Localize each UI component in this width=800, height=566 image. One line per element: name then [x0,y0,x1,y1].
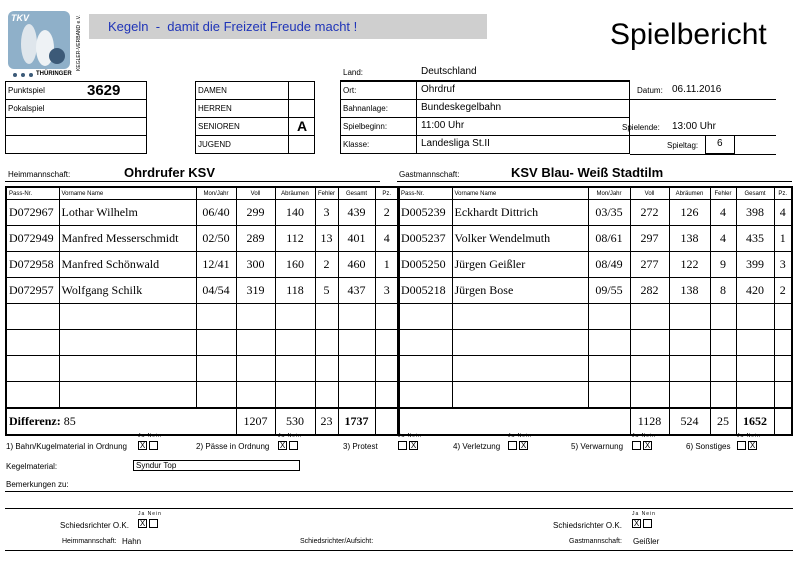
check-1-ja[interactable]: X [139,441,146,450]
guest-total-abr: 524 [669,408,710,435]
col-jahr: Mon/Jahr [588,187,630,200]
col-voll: Voll [630,187,669,200]
kegelmaterial-label: Kegelmaterial: [6,462,58,471]
pz-cell: 1 [774,226,792,252]
kegelmaterial-field[interactable] [133,460,300,471]
table-row [398,278,792,304]
table-row [6,356,399,382]
bemerkungen-line-2 [5,508,793,509]
table-row [398,330,792,356]
name-cell: Volker Wendelmuth [452,226,588,252]
check-2-ja[interactable]: X [279,441,286,450]
gesamt-cell: 398 [736,200,774,226]
table-row [6,330,399,356]
home-total-fehler: 23 [315,408,338,435]
spielende-value: 13:00 Uhr [672,121,716,132]
gesamt-cell: 420 [736,278,774,304]
pass-cell: D072957 [6,278,59,304]
col-jahr: Mon/Jahr [196,187,236,200]
pass-cell: D072967 [6,200,59,226]
land-label: Land: [343,68,364,77]
name-cell: Manfred Messerschmidt [59,226,196,252]
check-5-nein[interactable]: X [644,441,651,450]
col-pz: Pz. [774,187,792,200]
home-total-gesamt: 1737 [338,408,375,435]
home-team-label: Heimmannschaft: [8,170,71,179]
name-cell: Eckhardt Dittrich [452,200,588,226]
logo-thueringer-text: THÜRINGER [36,71,72,77]
pz-cell: 4 [774,200,792,226]
bahnanlage-label: Bahnanlage: [343,104,388,113]
guest-total-fehler: 25 [710,408,736,435]
col-fehler: Fehler [710,187,736,200]
fehler-cell: 4 [710,226,736,252]
guest-sign-label: Gastmannschaft: [569,538,622,545]
check-6-nein[interactable]: X [749,441,756,450]
datum-value: 06.11.2016 [672,84,722,95]
gesamt-cell: 439 [338,200,375,226]
home-sign-label: Heimmannschaft: [62,538,117,545]
ja-nein-label: Ja Nein [508,433,532,439]
logo-verband-text: KEGLER-VERBAND e.V. [75,15,82,71]
abr-cell: 112 [275,226,315,252]
fehler-cell: 9 [710,252,736,278]
fehler-cell: 8 [710,278,736,304]
guest-sign-value: Geißler [633,537,660,546]
ja-nein-label: Ja Nein [278,433,302,439]
page-title: Spielbericht [610,18,767,51]
tkv-logo [7,8,87,80]
voll-cell: 272 [630,200,669,226]
home-sign-value: Hahn [122,537,142,546]
check-label-6: 6) Sonstiges [686,442,731,451]
col-fehler: Fehler [315,187,338,200]
slogan-text: Kegeln - damit die Freizeit Freude macht ! [108,19,358,34]
table-row [398,382,792,409]
logo-tkv-text: TKV [11,13,29,23]
signature-line [5,550,793,551]
table-row [6,226,399,252]
gesamt-cell: 460 [338,252,375,278]
ja-nein-label: Ja Nein [737,433,761,439]
col-pz: Pz. [375,187,399,200]
jahr-cell: 12/41 [196,252,236,278]
differenz-label: Differenz: [9,414,61,428]
gesamt-cell: 399 [736,252,774,278]
spielende-label: Spielende: [622,123,660,132]
name-cell: Wolfgang Schilk [59,278,196,304]
voll-cell: 289 [236,226,275,252]
table-row [6,278,399,304]
fehler-cell: 5 [315,278,338,304]
table-row [398,226,792,252]
check-label-4: 4) Verletzung [453,442,501,451]
check-4-nein[interactable]: X [520,441,527,450]
col-name: Vorname Name [59,187,196,200]
col-gesamt: Gesamt [338,187,375,200]
home-header-row [6,187,399,200]
check-5-ja[interactable] [632,441,641,450]
guest-total-voll: 1128 [630,408,669,435]
home-total-abr: 530 [275,408,315,435]
differenz-cell [6,408,236,435]
check-label-2: 2) Pässe in Ordnung [196,442,270,451]
jahr-cell: 09/55 [588,278,630,304]
abr-cell: 140 [275,200,315,226]
pz-cell: 3 [375,278,399,304]
kegelmaterial-value: Syndur Top [136,461,177,470]
abr-cell: 122 [669,252,710,278]
ja-nein-label: Ja Nein [398,433,422,439]
home-total-voll: 1207 [236,408,275,435]
spielbeginn-label: Spielbeginn: [343,122,388,131]
aufsicht-label: Schiedsrichter/Aufsicht: [300,538,374,545]
gesamt-cell: 401 [338,226,375,252]
ja-nein-label: Ja Nein [138,511,162,517]
abr-cell: 126 [669,200,710,226]
pz-cell: 2 [774,278,792,304]
table-row [398,356,792,382]
pass-cell: D005237 [398,226,452,252]
voll-cell: 300 [236,252,275,278]
fehler-cell: 4 [710,200,736,226]
col-abr: Abräumen [275,187,315,200]
check-2-nein[interactable] [289,441,298,450]
pz-cell: 2 [375,200,399,226]
home-players-table [5,186,400,436]
check-1-nein[interactable] [149,441,158,450]
table-row [6,382,399,409]
jahr-cell: 04/54 [196,278,236,304]
guest-players-table [397,186,793,436]
abr-cell: 160 [275,252,315,278]
pass-cell: D072958 [6,252,59,278]
referee-ok-left-label: Schiedsrichter O.K. [60,521,129,530]
table-row [6,200,399,226]
spieltag-label: Spieltag: [667,141,699,150]
referee-right-ja[interactable]: X [633,519,640,528]
check-3-ja[interactable] [398,441,407,450]
pass-cell: D005250 [398,252,452,278]
check-label-1: 1) Bahn/Kugelmaterial in Ordnung [6,442,127,451]
ort-value: Ohrdruf [421,84,455,95]
ja-nein-label: Ja Nein [632,433,656,439]
check-4-ja[interactable] [508,441,517,450]
slogan-banner [89,14,487,39]
table-row [398,304,792,330]
pokalspiel-label: Pokalspiel [8,104,45,113]
guest-team-label: Gastmannschaft: [399,170,460,179]
jahr-cell: 06/40 [196,200,236,226]
check-label-5: 5) Verwarnung [571,442,624,451]
pz-cell: 3 [774,252,792,278]
guest-team-name: KSV Blau- Weiß Stadtilm [511,165,664,180]
col-pass: Pass-Nr. [398,187,452,200]
category-senioren: SENIOREN [198,122,240,131]
land-value: Deutschland [421,66,477,77]
spieltag-value: 6 [717,138,723,149]
col-abr: Abräumen [669,187,710,200]
name-cell: Lothar Wilhelm [59,200,196,226]
jahr-cell: 03/35 [588,200,630,226]
voll-cell: 319 [236,278,275,304]
table-row [398,252,792,278]
voll-cell: 277 [630,252,669,278]
ort-label: Ort: [343,86,357,95]
fehler-cell: 3 [315,200,338,226]
klasse-label: Klasse: [343,140,370,149]
klasse-value: Landesliga St.II [421,138,490,149]
abr-cell: 138 [669,226,710,252]
home-totals-row [6,408,399,435]
fehler-cell: 2 [315,252,338,278]
table-row [6,304,399,330]
abr-cell: 138 [669,278,710,304]
col-name: Vorname Name [452,187,588,200]
home-team-name: Ohrdrufer KSV [124,165,216,180]
name-cell: Jürgen Bose [452,278,588,304]
col-pass: Pass-Nr. [6,187,59,200]
pass-cell: D005218 [398,278,452,304]
referee-left-ja[interactable]: X [139,519,146,528]
category-herren: HERREN [198,104,232,113]
abr-cell: 118 [275,278,315,304]
pass-cell: D005239 [398,200,452,226]
jahr-cell: 08/49 [588,252,630,278]
guest-totals-row [398,408,792,435]
table-row [6,252,399,278]
name-cell: Manfred Schönwald [59,252,196,278]
col-gesamt: Gesamt [736,187,774,200]
ja-nein-label: Ja Nein [138,433,162,439]
category-damen: DAMEN [198,86,227,95]
datum-label: Datum: [637,86,663,95]
jahr-cell: 02/50 [196,226,236,252]
pass-cell: D072949 [6,226,59,252]
referee-ok-right-label: Schiedsrichter O.K. [553,521,622,530]
jahr-cell: 08/61 [588,226,630,252]
voll-cell: 282 [630,278,669,304]
referee-left-nein[interactable] [149,519,158,528]
category-senioren-mark: A [297,118,308,134]
bemerkungen-line-1 [5,491,793,492]
guest-total-gesamt: 1652 [736,408,774,435]
ja-nein-label: Ja Nein [632,511,656,517]
name-cell: Jürgen Geißler [452,252,588,278]
voll-cell: 297 [630,226,669,252]
guest-header-row [398,187,792,200]
pz-cell: 4 [375,226,399,252]
punktspiel-label: Punktspiel [8,86,45,95]
table-row [398,200,792,226]
col-voll: Voll [236,187,275,200]
differenz-value: 85 [63,414,76,428]
referee-right-nein[interactable] [643,519,652,528]
fehler-cell: 13 [315,226,338,252]
gesamt-cell: 437 [338,278,375,304]
spielbeginn-value: 11:00 Uhr [421,120,465,131]
voll-cell: 299 [236,200,275,226]
check-3-nein[interactable]: X [410,441,417,450]
bahnanlage-value: Bundeskegelbahn [421,102,502,113]
gesamt-cell: 435 [736,226,774,252]
category-jugend: JUGEND [198,140,231,149]
check-6-ja[interactable] [737,441,746,450]
pz-cell: 1 [375,252,399,278]
check-label-3: 3) Protest [343,442,378,451]
bemerkungen-label: Bemerkungen zu: [6,480,69,489]
punktspiel-value: 3629 [87,82,121,99]
